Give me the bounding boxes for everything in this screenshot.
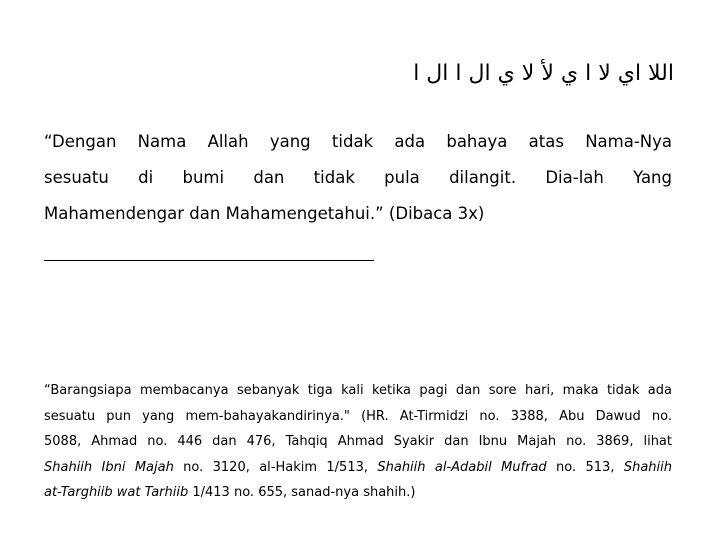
reference-title: at-Targhiib wat Tarhiib — [44, 485, 189, 500]
translation-paragraph — [44, 124, 672, 232]
reference-title: Shahiih — [623, 459, 672, 475]
footnote-line — [44, 480, 672, 506]
reference-text: 1/413 no. 655, sanad-nya shahih.) — [188, 485, 416, 500]
footnote-line: 5088, Ahmad no. 446 dan 476, Tahqiq Ahmad Syakir dan Ibnu Majah no. 3869, lihat — [44, 434, 672, 449]
translation-line: sesuatu di bumi dan tidak pula dilangit. Dia-lah Yang — [44, 168, 672, 187]
reference-text: no. 3120, al-Hakim 1/513, — [173, 459, 378, 475]
footnote-line: sesuatu pun yang mem-bahayakandirinya." (HR. At-Tirmidzi no. 3388, Abu Dawud no. — [44, 408, 672, 424]
arabic-prayer-text: اللا اي لا ا ي لأ لا ي ال ا ال ا — [413, 61, 674, 86]
footnote-paragraph — [44, 378, 672, 506]
footnote-divider — [44, 260, 374, 261]
translation-line: Mahamendengar dan Mahamengetahui.” (Dibaca 3x) — [44, 204, 485, 223]
footnote-line — [44, 455, 672, 481]
reference-title: Shahiih al-Adabil Mufrad — [377, 459, 547, 475]
translation-line: “Dengan Nama Allah yang tidak ada bahaya atas Nama-Nya — [44, 132, 672, 151]
reference-text: no. 513, — [546, 459, 624, 475]
reference-title: Shahiih Ibni Majah — [44, 459, 174, 475]
footnote-line: “Barangsiapa membacanya sebanyak tiga kali ketika pagi dan sore hari, maka tidak ada — [44, 383, 672, 398]
